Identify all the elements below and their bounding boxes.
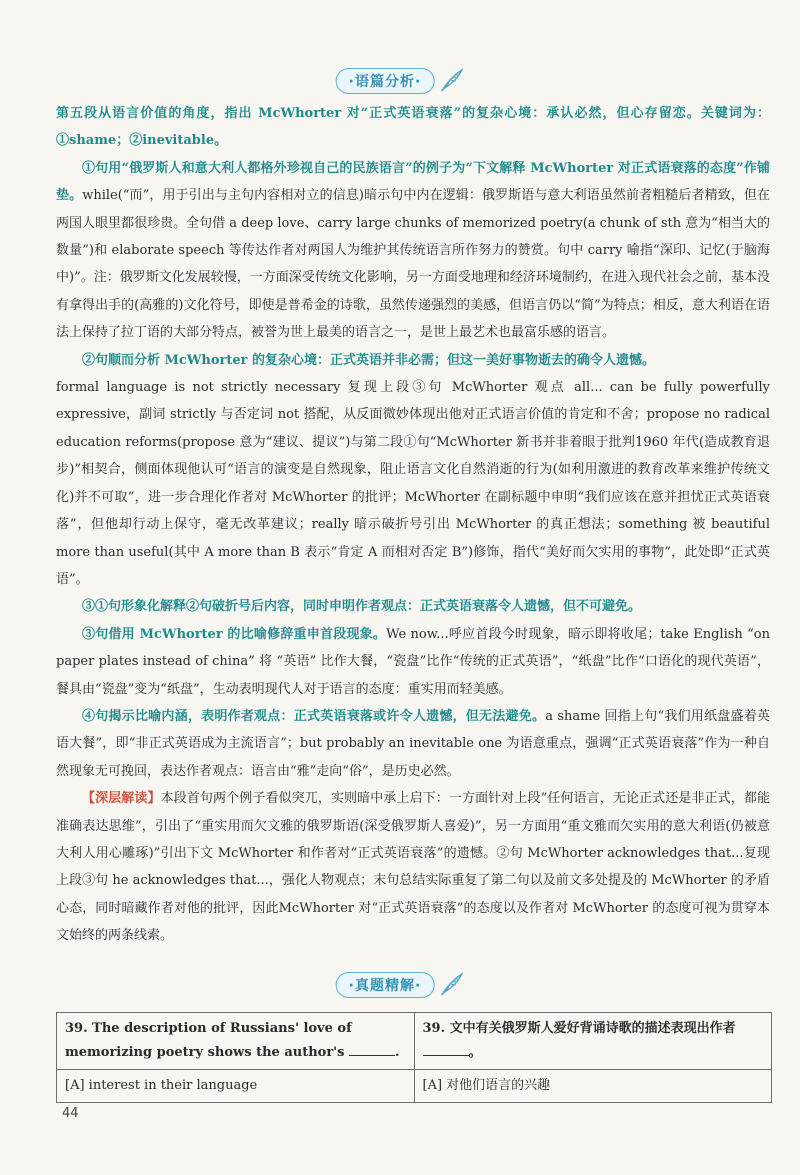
table-row (57, 1070, 772, 1103)
para5-lead: ④句揭示比喻内涵，表明作者观点：正式英语衰落或许令人遗憾，但无法避免。 (82, 708, 546, 724)
banner-label: ·语篇分析· (336, 68, 435, 94)
quill-icon (438, 68, 464, 94)
question-en-text: 39. The description of Russians' love of memorizing poetry shows the author's (65, 1021, 352, 1060)
option-a-en: [A] interest in their language (57, 1070, 415, 1103)
para3-lead: ③①句形象化解释②句破折号后内容，同时申明作者观点：正式英语衰落令人遗憾，但不可避免。 (82, 599, 642, 615)
intro-paragraph (56, 100, 770, 155)
section-banner-analysis (336, 68, 465, 94)
section-banner-questions (336, 972, 465, 998)
question-zh-suffix: 。 (468, 1045, 482, 1060)
para6-body: 本段首句两个例子看似突兀，实则暗中承上启下：一方面针对上段“任何语言，无论正式还是非正式，都能准确表达思维”，引出了“重实用而欠文雅的俄罗斯语(深受俄罗斯人喜爱)”，另一方面用“重文雅而欠实用的意大利语(仍被意大利人用心雕琢)”引出下文 McWhorter 和作者对“正式英语衰落”的遗憾。②句 McWhorter acknowledges that...复现上段③句 he acknowledges that...，强化人物观点；末句总结实际重复了第二句以及前文多处提及的 McWhorter 的矛盾心态，同时暗藏作者对他的批评，因此McWhorter 对“正式英语衰落”的态度以及作者对 McWhorter 的态度可视为贯穿本文始终的两条线索。 (56, 791, 770, 944)
question-en-suffix: . (395, 1045, 400, 1060)
paragraph-6 (56, 785, 770, 949)
option-a-zh: [A] 对他们语言的兴趣 (414, 1070, 772, 1103)
paragraph-1 (56, 155, 770, 347)
question-table (56, 1012, 772, 1103)
para2-body: formal language is not strictly necessary 复现上段③句 McWhorter 观点 all... can be fully powerfully expressive，副词 strictly 与否定词 not 搭配，从反面微妙体现出他对正式语言价值的肯定和不舍；propose no radical education reforms(propose 意为“建议、提议”)与第二段①句“McWhorter 新书并非着眼于批判1960 年代(造成教育退步)”相契合，侧面体现他认可“语言的演变是自然现象，阻止语言文化自然消逝的行为(如利用激进的教育改革来维护传统文化)并不可取”，进一步合理化作者对 McWhorter 的批评；McWhorter 在副标题中申明“我们应该在意并担忧正式英语衰落”，但他却行动上保守，毫无改革建议；really 暗示破折号引出 McWhorter 的真正想法；something 被 beautiful more than useful(其中 A more than B 表示“肯定 A 而相对否定 B”)修饰，指代“美好而欠实用的事物”，此处即“正式英语”。 (56, 380, 770, 587)
para5-body: a shame 回指上句“我们用纸盘盛着英语大餐”，即“非正式英语成为主流语言”；but probably an inevitable one 为语意重点，强调“正式英语衰落”作为一种自然现象无可挽回，表达作者观点：语言由“雅”走向“俗”，是历史必然。 (56, 708, 770, 779)
quill-icon (438, 972, 464, 998)
para2-lead: ②句顺而分析 McWhorter 的复杂心境：正式英语并非必需；但这一美好事物逝去的确令人遗憾。 (82, 352, 656, 368)
paragraph-4 (56, 621, 770, 703)
intro-text: 第五段从语言价值的角度，指出 McWhorter 对“正式英语衰落”的复杂心境：承认必然，但心存留恋。关键词为：①shame；②inevitable。 (56, 106, 770, 149)
para4-lead: ③句借用 McWhorter 的比喻修辞重申首段现象。 (82, 626, 387, 642)
page-number: 44 (62, 1106, 79, 1121)
table-row (57, 1013, 772, 1070)
deep-reading-tag: 【深层解读】 (82, 791, 161, 807)
answer-blank (423, 1041, 469, 1056)
question-zh (414, 1013, 772, 1070)
answer-blank (349, 1041, 395, 1056)
question-zh-text: 39. 文中有关俄罗斯人爱好背诵诗歌的描述表现出作者 (422, 1021, 736, 1036)
paragraph-2 (56, 347, 770, 594)
para1-body: while(“而”，用于引出与主句内容相对立的信息)暗示句中内在逻辑：俄罗斯语与意大利语虽然前者粗糙后者精致，但在两国人眼里都很珍贵。全句借 a deep love、carry large chunks of memorized poetry(a chunk of sth 意为“相当大的数量”)和 elaborate speech 等传达作者对两国人为维护其传统语言所作努力的赞赏。句中 carry 喻指“深印、记忆(于脑海中)”。注：俄罗斯文化发展较慢，一方面深受传统文化影响，另一方面受地理和经济环境制约，在进入现代社会之前，基本没有拿得出手的(高雅的)文化符号，即使是普希金的诗歌，虽然传递强烈的美感，但语言仍以“简”为特点；相反，意大利语在语法上保持了拉丁语的大部分特点，被誉为世上最美的语言之一，是世上最艺术也最富乐感的语言。 (56, 188, 770, 341)
analysis-body (56, 100, 770, 950)
paragraph-3 (56, 593, 770, 620)
para1-lead: ①句用“俄罗斯人和意大利人都格外珍视自己的民族语言”的例子为“下文解释 McWhorter 对正式语衰落的态度”作铺垫。 (56, 160, 770, 204)
paragraph-5 (56, 703, 770, 785)
banner-label: ·真题精解· (336, 972, 435, 998)
para4-body: We now...呼应首段今时现象，暗示即将收尾；take English “on paper plates instead of china” 将 “英语” 比作大餐，“瓷盘”比作“传统的正式英语”，“纸盘”比作“口语化的现代英语”，餐具由“瓷盘”变为“纸盘”，生动表明现代人对于语言的态度：重实用而轻美感。 (56, 626, 770, 697)
question-en (57, 1013, 415, 1070)
